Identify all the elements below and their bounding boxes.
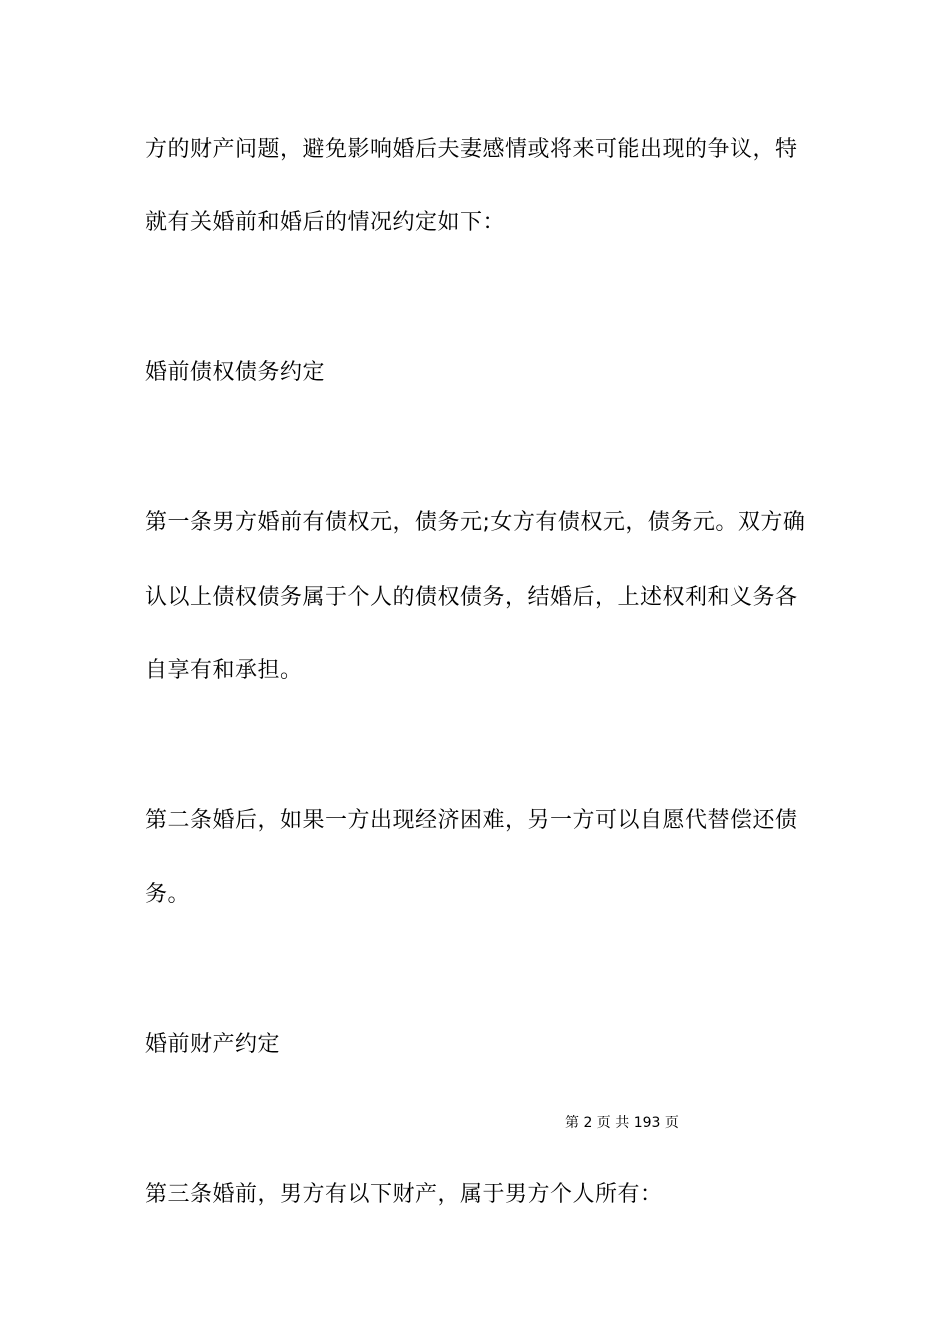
paragraph-line: 就有关婚前和婚后的情况约定如下： — [145, 210, 506, 235]
paragraph-line: 第一条男方婚前有债权元，债务元;女方有债权元，债务元。双方确 — [145, 510, 806, 535]
paragraph-line: 第二条婚后，如果一方出现经济困难，另一方可以自愿代替偿还债 — [145, 808, 798, 833]
paragraph-line: 方的财产问题，避免影响婚后夫妻感情或将来可能出现的争议，特 — [145, 137, 798, 162]
paragraph-line: 第三条婚前，男方有以下财产，属于男方个人所有： — [145, 1182, 663, 1207]
paragraph-line: 自享有和承担。 — [145, 658, 303, 683]
paragraph-line: 务。 — [145, 882, 191, 907]
page-footer: 第 2 页 共 193 页 — [565, 1115, 679, 1131]
paragraph-line: 认以上债权债务属于个人的债权债务，结婚后，上述权利和义务各 — [145, 585, 798, 610]
section-heading: 婚前债权债务约定 — [145, 360, 326, 385]
section-heading: 婚前财产约定 — [145, 1032, 281, 1057]
